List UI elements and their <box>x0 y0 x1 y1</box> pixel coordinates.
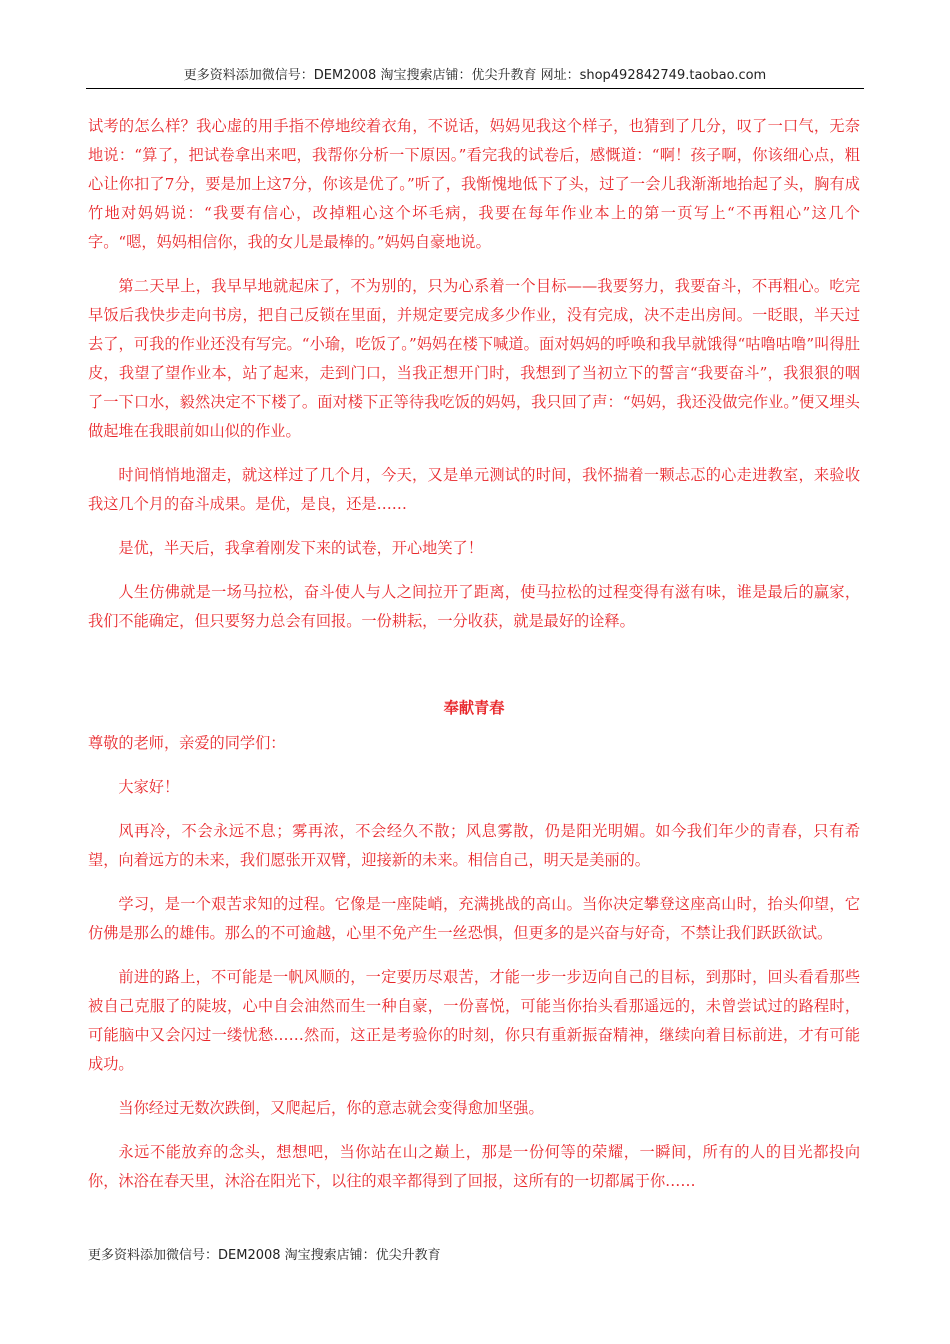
story-paragraph: 第二天早上，我早早地就起床了，不为别的，只为心系着一个目标——我要努力，我要奋斗，不再粗心。吃完早饭后我快步走向书房，把自己反锁在里面，并规定要完成多少作业，没有完成，决不走出房间。一眨眼，半天过去了，可我的作业还没有写完。“小瑜，吃饭了。”妈妈在楼下喊道。面对妈妈的呼唤和我早就饿得“咕噜咕噜”叫得肚皮，我望了望作业本，站了起来，走到门口，当我正想开门时，我想到了当初立下的誓言“我要奋斗”，我狠狠的咽了一下口水，毅然决定不下楼了。面对楼下正等待我吃饭的妈妈，我只回了声：“妈妈，我还没做完作业。”便又埋头做起堆在我眼前如山似的作业。 <box>88 277 860 440</box>
speech-greeting: 大家好！ <box>118 778 180 796</box>
document-body <box>88 112 860 1211</box>
story-paragraph: 试考的怎么样？我心虚的用手指不停地绞着衣角，不说话，妈妈见我这个样子，也猜到了几分，叹了一口气，无奈地说：“算了，把试卷拿出来吧，我帮你分析一下原因。”看完我的试卷后，感慨道：“啊！孩子啊，你该细心点，粗心让你扣了7分，要是加上这7分，你该是优了。”听了，我惭愧地低下了头，过了一会儿我渐渐地抬起了头，胸有成竹地对妈妈说：“我要有信心，改掉粗心这个坏毛病，我要在每年作业本上的第一页写上“不再粗心”这几个字。“嗯，妈妈相信你，我的女儿是最棒的。”妈妈自豪地说。 <box>88 117 860 251</box>
speech-paragraph: 当你经过无数次跌倒，又爬起后，你的意志就会变得愈加坚强。 <box>118 1099 544 1117</box>
story-paragraph: 时间悄悄地溜走，就这样过了几个月，今天，又是单元测试的时间，我怀揣着一颗忐忑的心走进教室，来验收我这几个月的奋斗成果。是优，是良，还是…… <box>88 466 860 513</box>
story-paragraph: 是优，半天后，我拿着刚发下来的试卷，开心地笑了！ <box>118 539 483 557</box>
speech-paragraph: 前进的路上，不可能是一帆风顺的，一定要历尽艰苦，才能一步一步迈向自己的目标，到那时，回头看看那些被自己克服了的陡坡，心中自会油然而生一种自豪，一份喜悦，可能当你抬头看那遥远的，未曾尝试过的路程时，可能脑中又会闪过一缕忧愁……然而，这正是考验你的时刻，你只有重新振奋精神，继续向着目标前进，才有可能成功。 <box>88 968 860 1073</box>
header-divider <box>86 88 864 89</box>
speech-paragraph: 学习，是一个艰苦求知的过程。它像是一座陡峭，充满挑战的高山。当你决定攀登这座高山时，抬头仰望，它仿佛是那么的雄伟。那么的不可逾越，心里不免产生一丝恐惧，但更多的是兴奋与好奇，不禁让我们跃跃欲试。 <box>88 895 860 942</box>
speech-title: 奉献青春 <box>443 699 505 717</box>
speech-salutation: 尊敬的老师，亲爱的同学们： <box>88 734 286 752</box>
page-header: 更多资料添加微信号：DEM2008 淘宝搜索店铺：优尖升教育 网址：shop492842749.taobao.com <box>183 68 767 83</box>
story-paragraph: 人生仿佛就是一场马拉松，奋斗使人与人之间拉开了距离，使马拉松的过程变得有滋有味，谁是最后的赢家，我们不能确定，但只要努力总会有回报。一份耕耘，一分收获，就是最好的诠释。 <box>88 583 860 630</box>
page-footer: 更多资料添加微信号：DEM2008 淘宝搜索店铺：优尖升教育 <box>88 1248 441 1263</box>
speech-paragraph: 永远不能放弃的念头，想想吧，当你站在山之巅上，那是一份何等的荣耀，一瞬间，所有的人的目光都投向你，沐浴在春天里，沐浴在阳光下，以往的艰辛都得到了回报，这所有的一切都属于你…… <box>88 1143 860 1190</box>
speech-paragraph: 风再冷，不会永远不息；雾再浓，不会经久不散；风息雾散，仍是阳光明媚。如今我们年少的青春，只有希望，向着远方的未来，我们愿张开双臂，迎接新的未来。相信自己，明天是美丽的。 <box>88 822 860 869</box>
